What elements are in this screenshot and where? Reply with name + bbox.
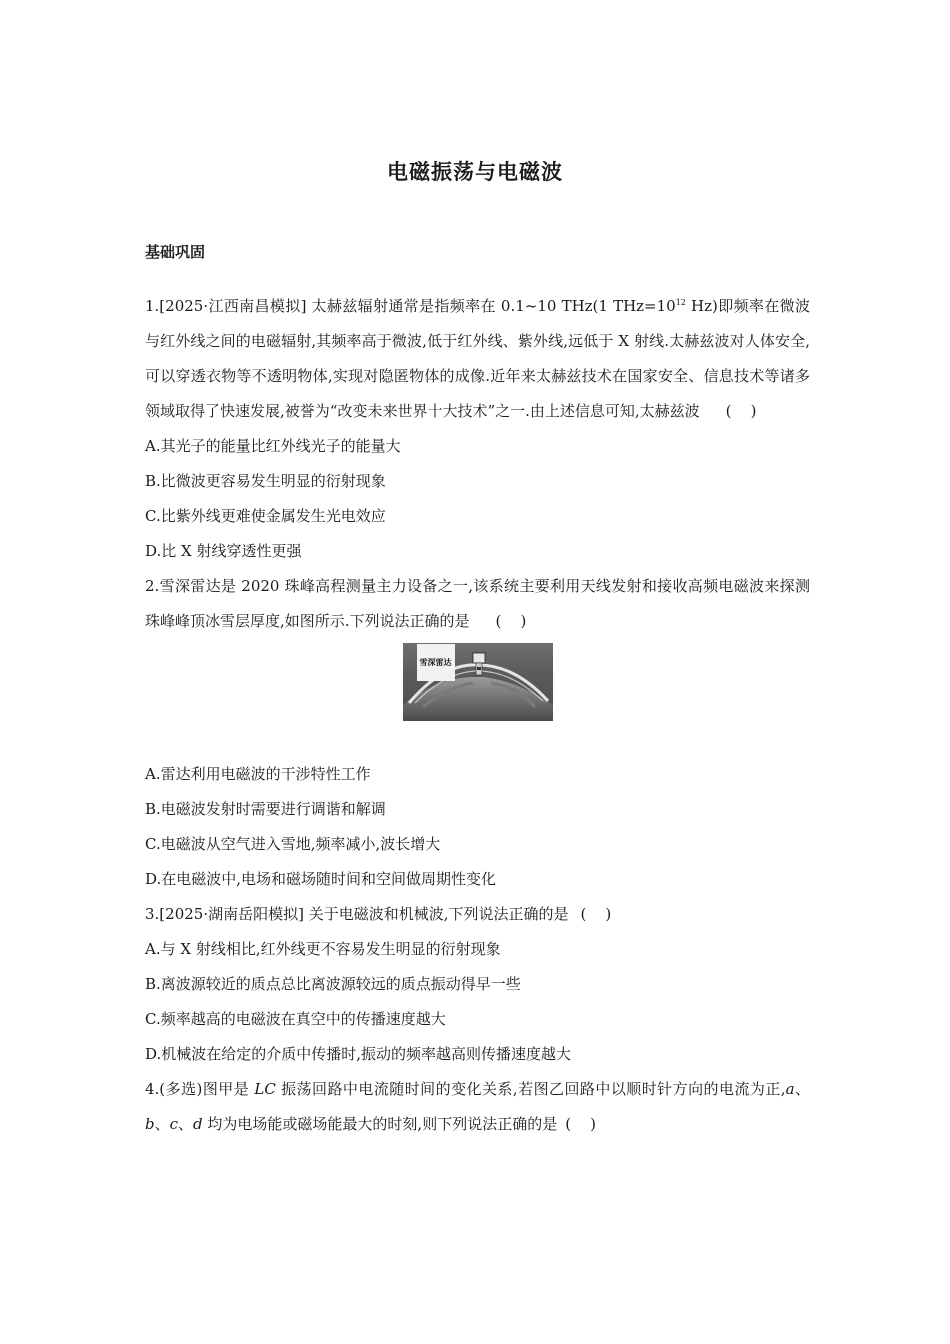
lc-symbol: LC [254,1080,276,1098]
page-title: 电磁振荡与电磁波 [387,159,563,184]
question-1-stem [145,289,810,429]
question-3-answer-bracket: ( ) [580,905,612,923]
question-4-stem [145,1072,810,1142]
question-1-option-c: C.比紫外线更难使金属发生光电效应 [145,507,386,525]
separator: 、 [178,1115,194,1133]
question-3-stem [145,897,810,932]
question-3-option-a: A.与 X 射线相比,红外线更不容易发生明显的衍射现象 [145,940,501,958]
question-3-text: 3.[2025·湖南岳阳模拟] 关于电磁波和机械波,下列说法正确的是 [145,905,569,923]
question-1-text-a: 1.[2025·江西南昌模拟] 太赫兹辐射通常是指频率在 0.1~10 THz(1 THz=10 [145,297,676,315]
question-1-answer-bracket: ( ) [725,402,757,420]
question-3-option-c: C.频率越高的电磁波在真空中的传播速度越大 [145,1010,446,1028]
question-4-text-2: 振荡回路中电流随时间的变化关系,若图乙回路中以顺时针方向的电流为正, [275,1080,786,1098]
question-1-text-b: Hz)即频率在微波与红外线之间的电磁辐射,其频率高于微波,低于红外线、紫外线,远低于 X 射线.太赫兹波对人体安全,可以穿透衣物等不透明物体,实现对隐匿物体的成像.近年来太赫兹技术在国家安全、信息技术等诸多领域取得了快速发展,被誉为“改变未来世界十大技术”之一.由上述信息可知,太赫兹波 [145,297,810,420]
question-1-option-a: A.其光子的能量比红外线光子的能量大 [145,437,401,455]
question-4-text-1: 4.(多选)图甲是 [145,1080,255,1098]
question-3-option-b: B.离波源较近的质点总比离波源较远的质点振动得早一些 [145,975,521,993]
question-1-option-b: B.比微波更容易发生明显的衍射现象 [145,472,386,490]
question-content [145,289,810,1142]
figure-label: 雪深雷达 [417,644,455,681]
question-2-stem [145,569,810,639]
question-2-option-c: C.电磁波从空气进入雪地,频率减小,波长增大 [145,835,441,853]
moment-b: b [145,1115,155,1133]
moment-d: d [193,1115,203,1133]
section-heading: 基础巩固 [145,243,206,261]
moment-a: a [785,1080,795,1098]
question-2-option-b: B.电磁波发射时需要进行调谐和解调 [145,800,386,818]
question-1-exponent: 12 [675,298,686,307]
question-3-option-d: D.机械波在给定的介质中传播时,振动的频率越高则传播速度越大 [145,1045,572,1063]
question-4-answer-bracket: ( ) [565,1115,596,1133]
question-1-option-d: D.比 X 射线穿透性更强 [145,542,302,560]
separator: 、 [794,1080,810,1098]
question-2-option-d: D.在电磁波中,电场和磁场随时间和空间做周期性变化 [145,870,497,888]
question-4-text-3: 均为电场能或磁场能最大的时刻,则下列说法正确的是 [202,1115,558,1133]
separator: 、 [154,1115,170,1133]
snow-radar-figure [403,643,553,721]
moment-c: c [169,1115,179,1133]
question-2-option-a: A.雷达利用电磁波的干涉特性工作 [145,765,371,783]
question-2-answer-bracket: ( ) [495,612,527,630]
question-2-text: 2.雪深雷达是 2020 珠峰高程测量主力设备之一,该系统主要利用天线发射和接收高频电磁波来探测珠峰峰顶冰雪层厚度,如图所示.下列说法正确的是 [145,577,810,630]
